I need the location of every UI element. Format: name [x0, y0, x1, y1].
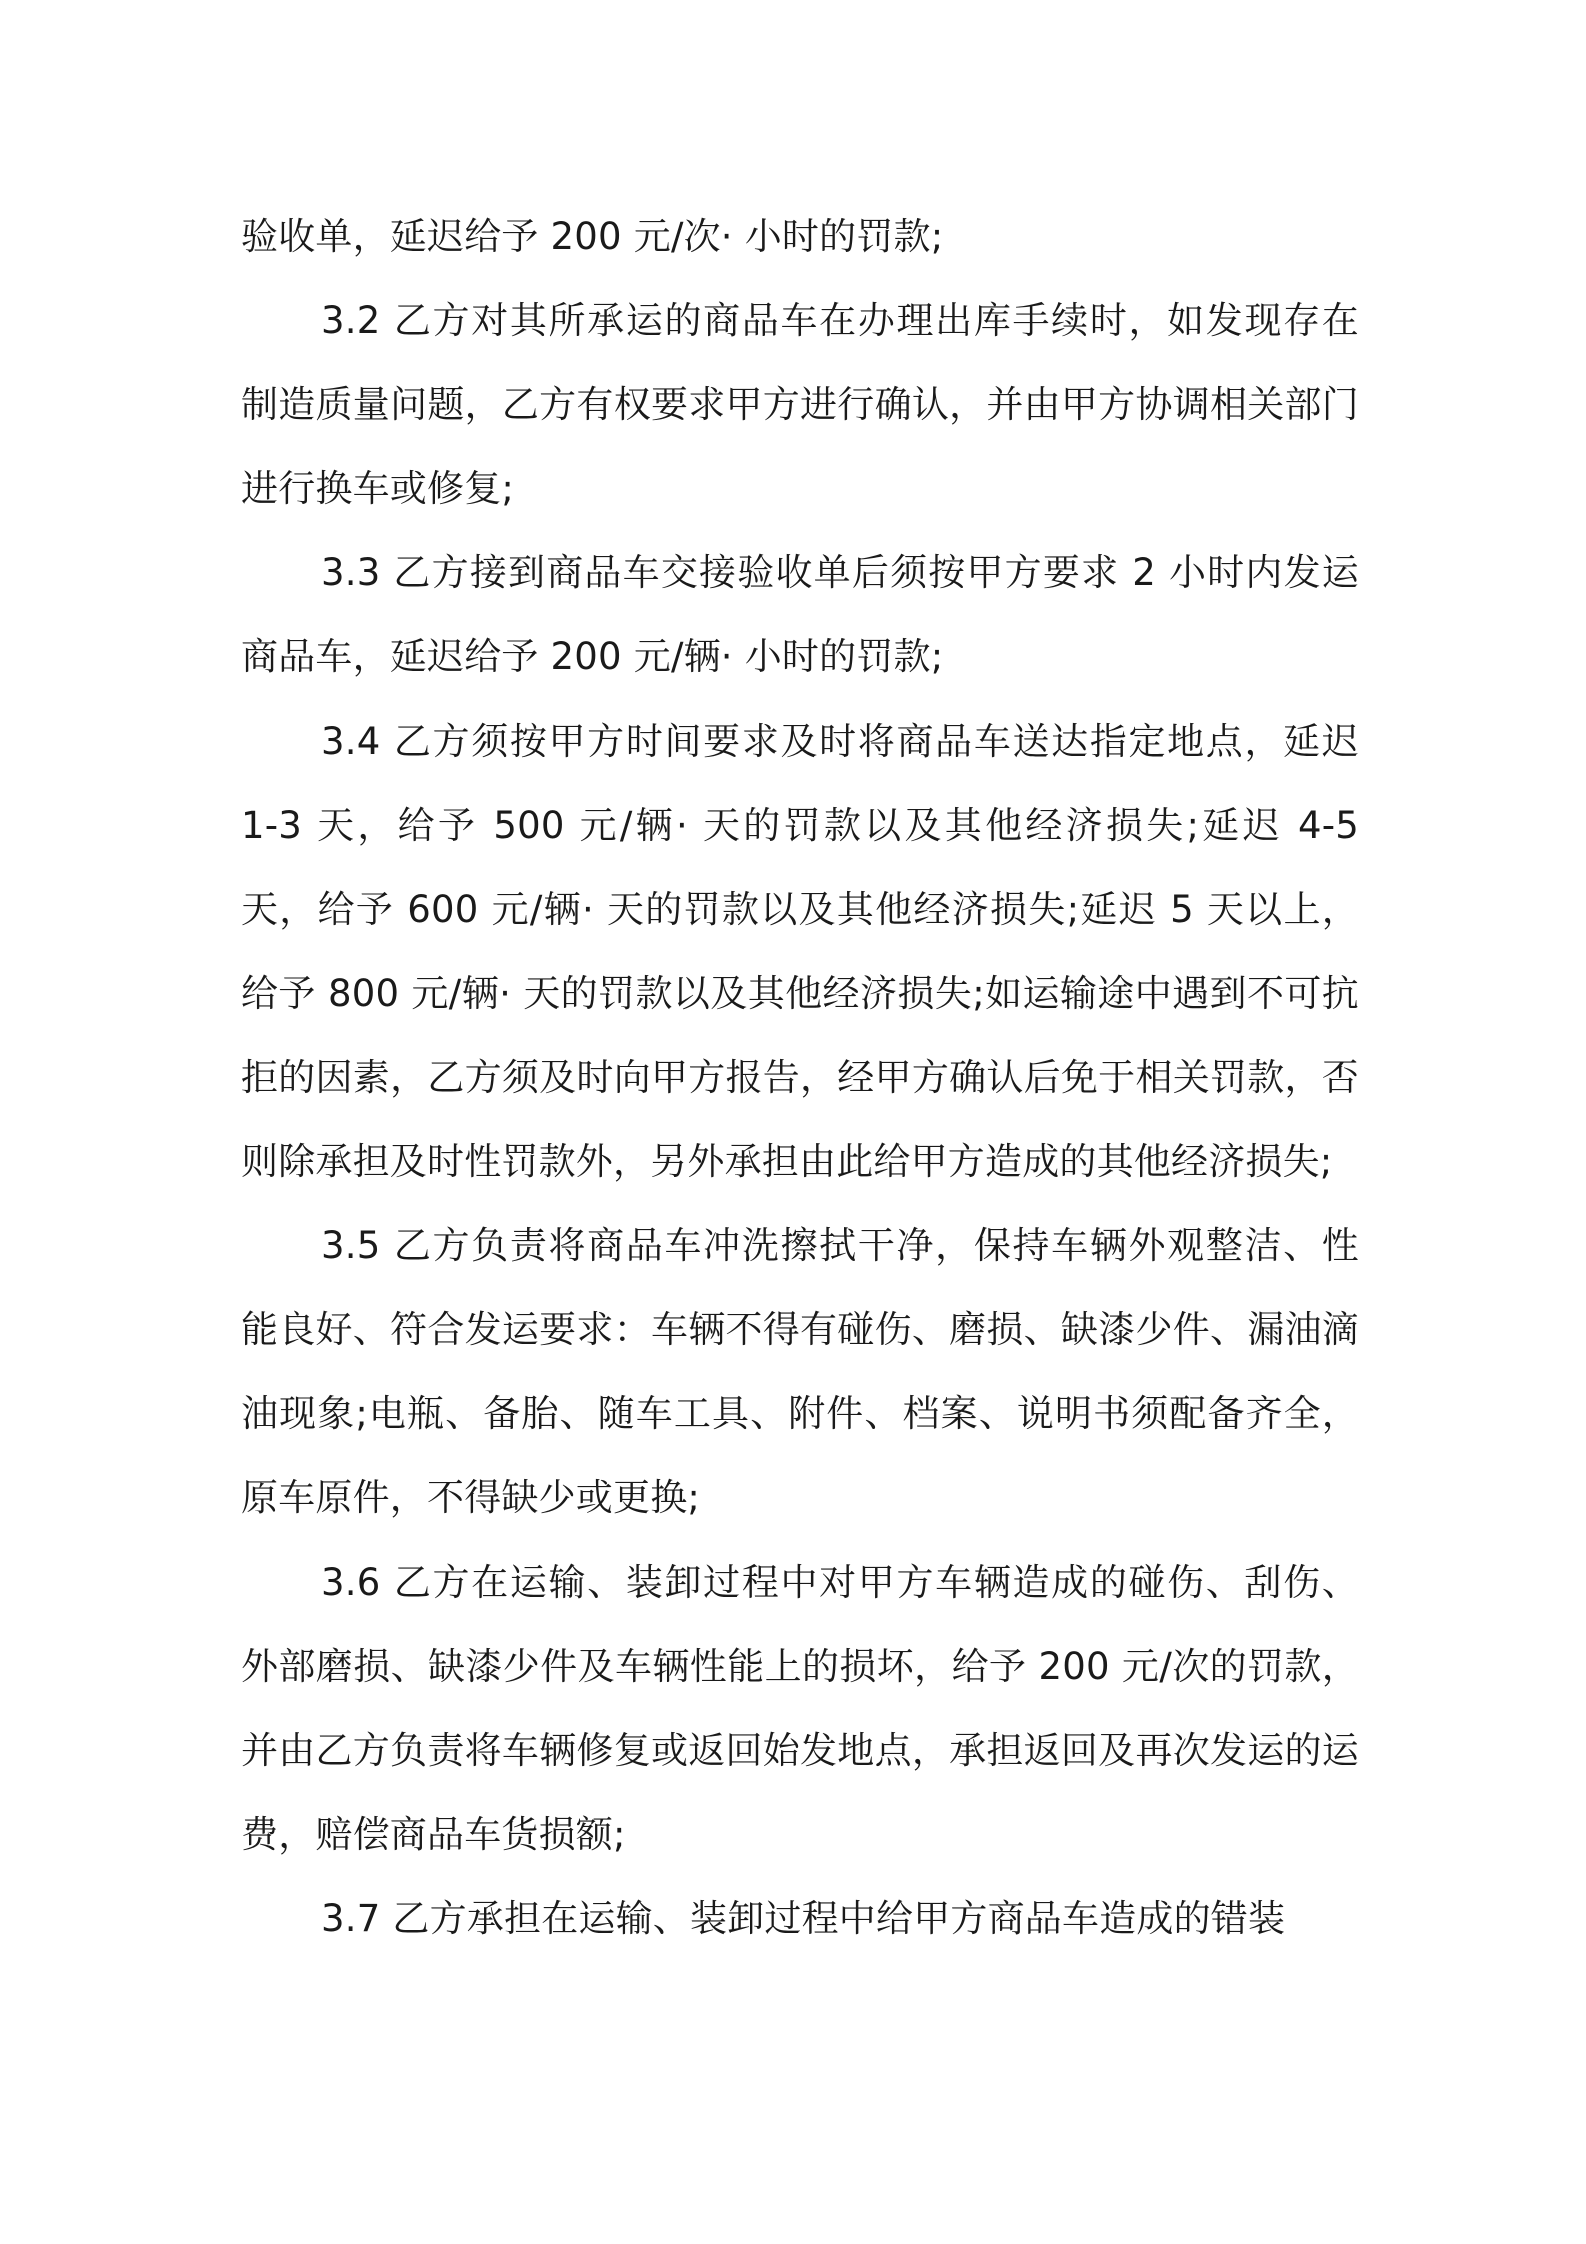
- clause-3-6: 3.6 乙方在运输、装卸过程中对甲方车辆造成的碰伤、刮伤、外部磨损、缺漆少件及车辆性能上的损坏，给予 200 元/次的罚款，并由乙方负责将车辆修复或返回始发地点，承担返回及再次发运的运费，赔偿商品车货损额;: [241, 1560, 1359, 1856]
- clause-3-3: 3.3 乙方接到商品车交接验收单后须按甲方要求 2 小时内发运商品车，延迟给予 200 元/辆· 小时的罚款;: [241, 551, 1359, 679]
- clause-3-2: 3.2 乙方对其所承运的商品车在办理出库手续时，如发现存在制造质量问题，乙方有权要求甲方进行确认，并由甲方协调相关部门进行换车或修复;: [241, 299, 1359, 511]
- clause-3-4: 3.4 乙方须按甲方时间要求及时将商品车送达指定地点，延迟 1-3 天，给予 500 元/辆· 天的罚款以及其他经济损失;延迟 4-5 天，给予 600 元/辆· 天的罚款以及其他经济损失;延迟 5 天以上，给予 800 元/辆· 天的罚款以及其他经济损失;如运输途中遇到不可抗拒的因素，乙方须及时向甲方报告，经甲方确认后免于相关罚款，否则除承担及时性罚款外，另外承担由此给甲方造成的其他经济损失;: [241, 719, 1359, 1184]
- clause-3-7: 3.7 乙方承担在运输、装卸过程中给甲方商品车造成的错装: [321, 1896, 1286, 1940]
- clause-3-5: 3.5 乙方负责将商品车冲洗擦拭干净，保持车辆外观整洁、性能良好、符合发运要求：车辆不得有碰伤、磨损、缺漆少件、漏油滴油现象;电瓶、备胎、随车工具、附件、档案、说明书须配备齐全，原车原件，不得缺少或更换;: [241, 1224, 1359, 1520]
- paragraph-continuation: 验收单，延迟给予 200 元/次· 小时的罚款;: [241, 215, 944, 258]
- document-body: [241, 195, 1359, 1961]
